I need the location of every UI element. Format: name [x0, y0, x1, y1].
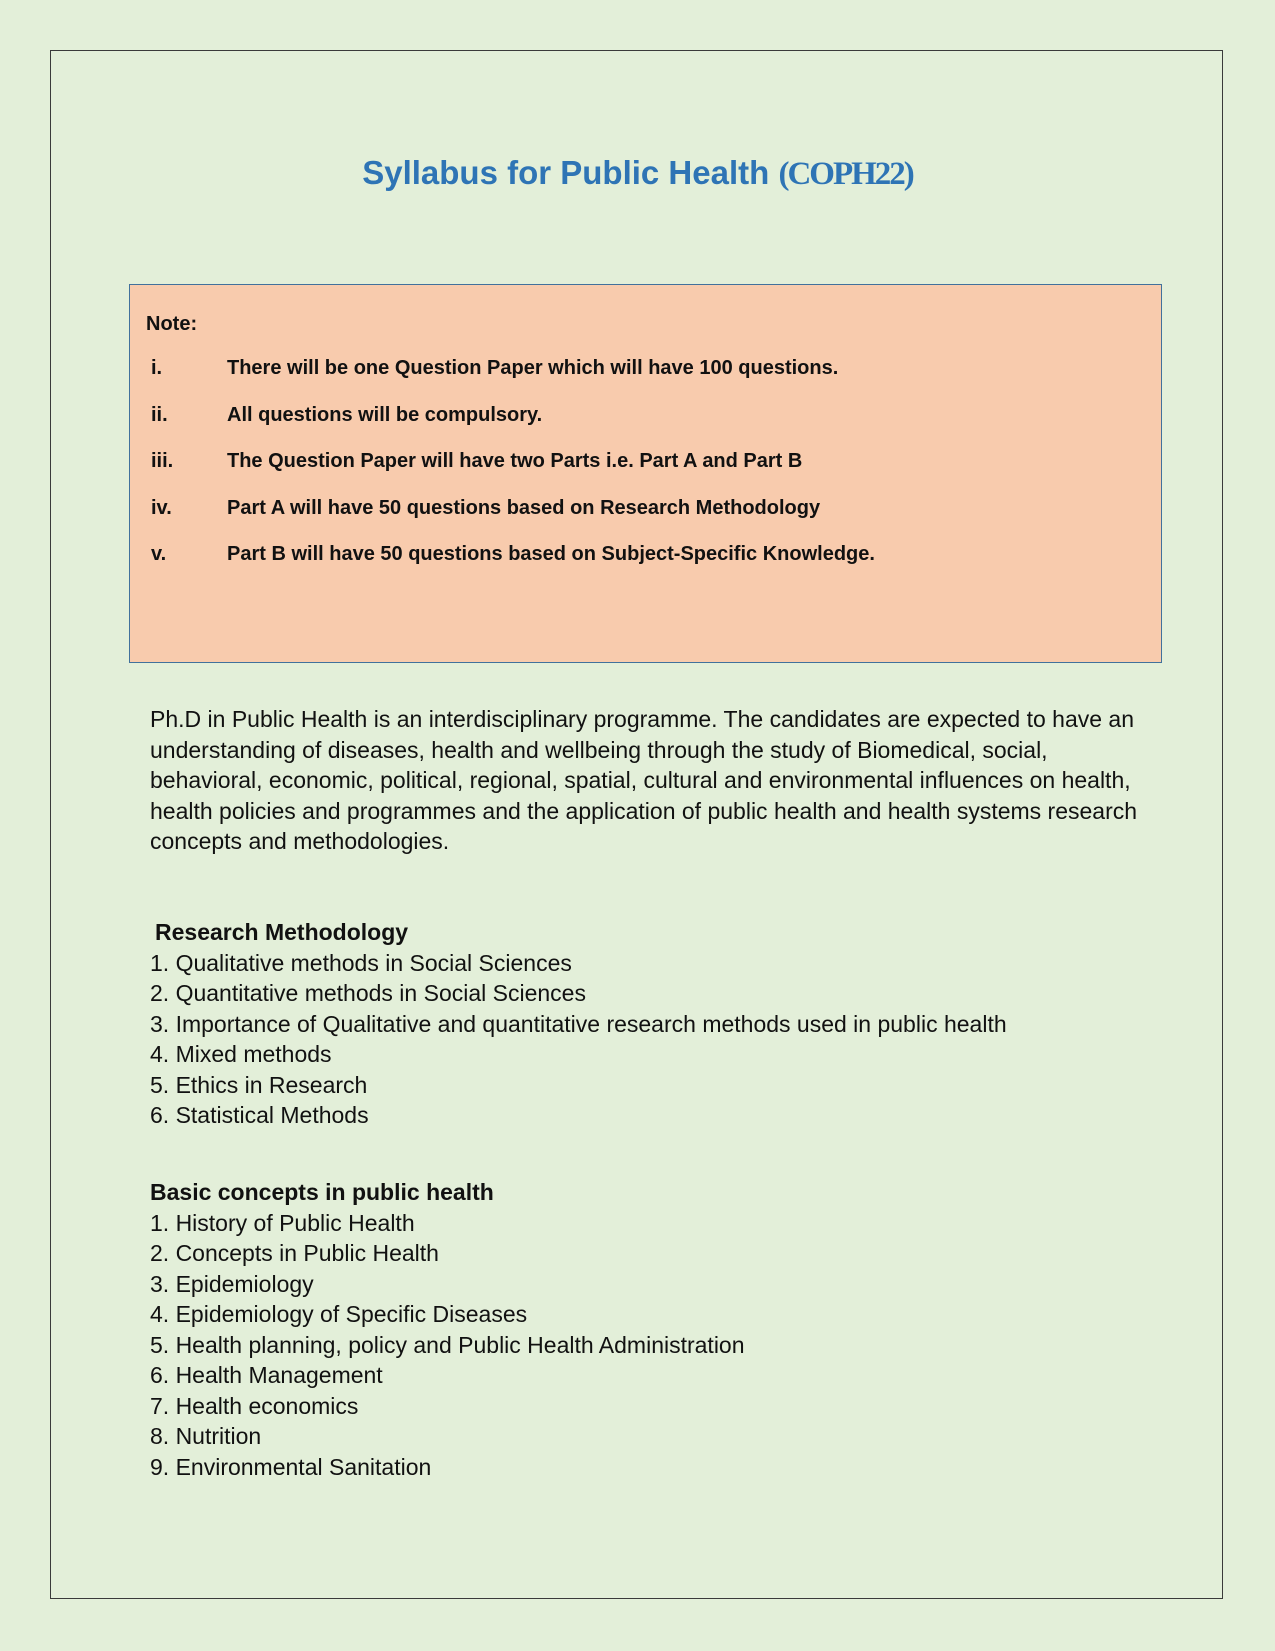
list-item: 2. Concepts in Public Health: [150, 1240, 439, 1266]
list-item: 3. Importance of Qualitative and quantitative research methods used in public health: [150, 1010, 1007, 1037]
list-item: 8. Nutrition: [150, 1423, 262, 1449]
basic-concepts-list: [150, 1208, 1150, 1483]
list-item: 4. Epidemiology of Specific Diseases: [150, 1301, 528, 1327]
note-item-text: Part B will have 50 questions based on Subject-Specific Knowledge.: [227, 543, 875, 565]
research-methodology-section: [150, 917, 1150, 1131]
note-item: [130, 543, 1161, 590]
list-item: 5. Health planning, policy and Public Health Administration: [150, 1331, 745, 1358]
research-methodology-list: [150, 948, 1150, 1131]
list-item: 7. Health economics: [150, 1392, 359, 1419]
list-item: 6. Statistical Methods: [150, 1102, 369, 1128]
note-item-text: The Question Paper will have two Parts i.e. Part A and Part B: [227, 450, 803, 472]
note-item-text: Part A will have 50 questions based on Research Methodology: [227, 496, 821, 519]
list-item: 3. Epidemiology: [150, 1270, 314, 1297]
note-item: [130, 497, 1161, 544]
list-item: 6. Health Management: [150, 1362, 383, 1388]
list-item: 4. Mixed methods: [150, 1041, 332, 1067]
research-methodology-heading: Research Methodology: [155, 919, 409, 945]
page-title-code: (COPH22): [778, 156, 913, 192]
basic-concepts-heading: Basic concepts in public health: [150, 1179, 494, 1205]
note-item: [130, 450, 1161, 497]
list-item: 1. Qualitative methods in Social Sciences: [150, 949, 572, 976]
note-box: [129, 284, 1162, 663]
page-title: [0, 154, 1275, 193]
basic-concepts-section: [150, 1177, 1150, 1482]
note-list: [130, 357, 1161, 590]
intro-paragraph: Ph.D in Public Health is an interdisciplinary programme. The candidates are expected to have an understanding of diseases, health and wellbeing through the study of Biomedical, social, behavioral, economic, political, regional, spatial, cultural and environmental influences on health, health policies and programmes and the application of public health and health systems research concepts and methodologies.: [150, 706, 1138, 854]
note-item: [130, 404, 1161, 451]
note-item-number: v.: [151, 543, 167, 565]
note-item-number: i.: [151, 357, 163, 379]
list-item: 9. Environmental Sanitation: [150, 1453, 432, 1480]
note-item-number: iv.: [151, 496, 172, 519]
list-item: 2. Quantitative methods in Social Sciences: [150, 980, 586, 1006]
page-title-main: Syllabus for Public Health: [362, 154, 779, 191]
list-item: 5. Ethics in Research: [150, 1071, 368, 1098]
note-item-text: There will be one Question Paper which will have 100 questions.: [227, 357, 839, 379]
note-item-number: ii.: [151, 403, 168, 426]
note-item-number: iii.: [151, 450, 174, 472]
note-item: [130, 357, 1161, 404]
note-item-text: All questions will be compulsory.: [227, 403, 543, 426]
list-item: 1. History of Public Health: [150, 1209, 415, 1236]
note-label: Note:: [146, 313, 198, 335]
